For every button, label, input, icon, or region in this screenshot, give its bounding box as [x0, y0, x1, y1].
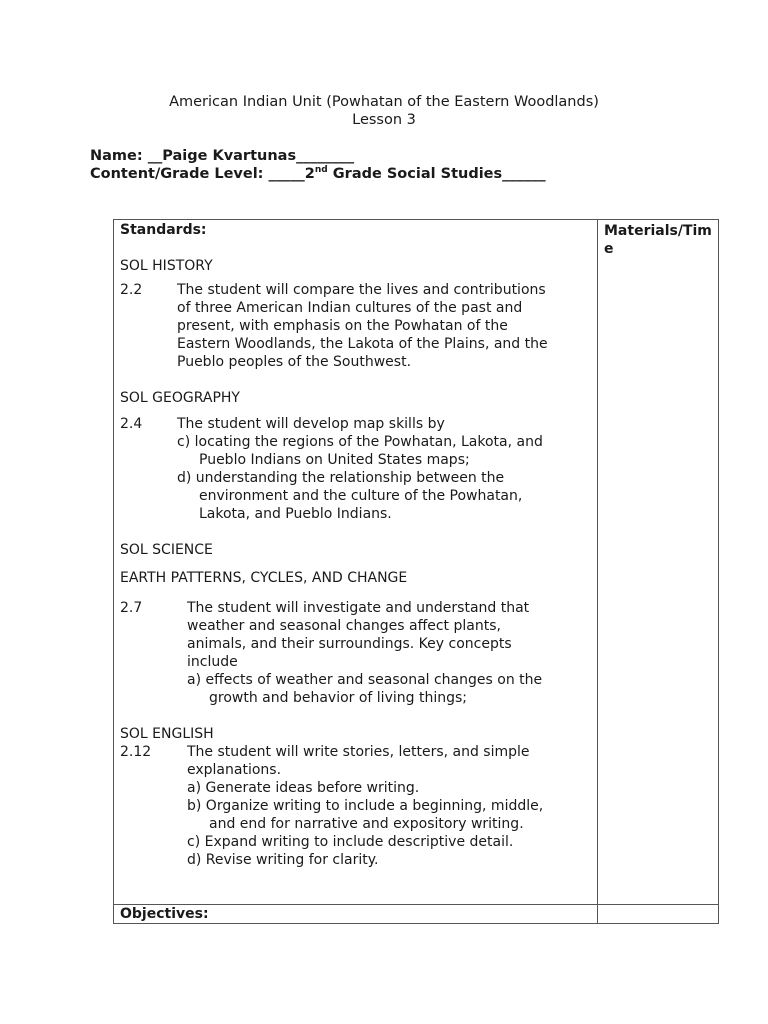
grade-prefix: Content/Grade Level: _____2	[90, 166, 315, 182]
objectives-cell	[114, 905, 598, 924]
geography-code: 2.4	[120, 416, 143, 432]
science-line: The student will investigate and understand that	[187, 600, 530, 616]
english-line: b) Organize writing to include a beginning, middle,	[187, 798, 544, 814]
title-line-2: Lesson 3	[352, 112, 416, 128]
english-code: 2.12	[120, 744, 152, 760]
history-line: Eastern Woodlands, the Lakota of the Plains, and the	[177, 336, 548, 352]
lesson-meta	[90, 147, 546, 183]
grade-sup: nd	[314, 165, 328, 176]
english-line: a) Generate ideas before writing.	[187, 780, 420, 796]
english-line: The student will write stories, letters, and simple	[187, 744, 530, 760]
history-line: Pueblo peoples of the Southwest.	[177, 354, 412, 370]
english-line: d) Revise writing for clarity.	[187, 852, 379, 868]
geography-item: d) understanding the relationship between the	[177, 470, 505, 486]
english-line: explanations.	[187, 762, 282, 778]
geography-item: environment and the culture of the Powhatan,	[199, 488, 523, 504]
grade-suffix: Grade Social Studies______	[327, 166, 546, 182]
history-code: 2.2	[120, 282, 143, 298]
objectives-label: Objectives:	[120, 906, 209, 922]
science-line: weather and seasonal changes affect plants,	[187, 618, 501, 634]
history-heading: SOL HISTORY	[120, 258, 213, 274]
geography-intro: The student will develop map skills by	[177, 416, 445, 432]
science-line: growth and behavior of living things;	[209, 690, 467, 706]
history-line: present, with emphasis on the Powhatan of the	[177, 318, 508, 334]
science-subheading: EARTH PATTERNS, CYCLES, AND CHANGE	[120, 570, 408, 586]
science-line: include	[187, 654, 238, 670]
document-title	[0, 93, 768, 129]
geography-item: Pueblo Indians on United States maps;	[199, 452, 470, 468]
english-line: c) Expand writing to include descriptive detail.	[187, 834, 514, 850]
materials-cell	[598, 220, 719, 905]
science-line: a) effects of weather and seasonal changes on the	[187, 672, 543, 688]
history-line: The student will compare the lives and contributions	[177, 282, 546, 298]
geography-item: Lakota, and Pueblo Indians.	[199, 506, 392, 522]
english-heading: SOL ENGLISH	[120, 726, 214, 742]
history-text	[177, 281, 548, 371]
history-line: of three American Indian cultures of the past and	[177, 300, 523, 316]
name-line: Name: __Paige Kvartunas________	[90, 148, 355, 164]
grade-line	[90, 165, 546, 183]
science-line: animals, and their surroundings. Key concepts	[187, 636, 512, 652]
english-line: and end for narrative and expository writing.	[209, 816, 524, 832]
geography-item: c) locating the regions of the Powhatan, Lakota, and	[177, 434, 543, 450]
materials-label: Materials/Time	[604, 223, 712, 257]
science-heading: SOL SCIENCE	[120, 542, 213, 558]
standards-label: Standards:	[120, 222, 207, 238]
lesson-table	[113, 219, 719, 924]
objectives-materials-cell	[598, 905, 719, 924]
science-code: 2.7	[120, 600, 143, 616]
geography-heading: SOL GEOGRAPHY	[120, 390, 240, 406]
title-line-1: American Indian Unit (Powhatan of the Eastern Woodlands)	[169, 94, 599, 110]
standards-cell	[114, 220, 598, 905]
